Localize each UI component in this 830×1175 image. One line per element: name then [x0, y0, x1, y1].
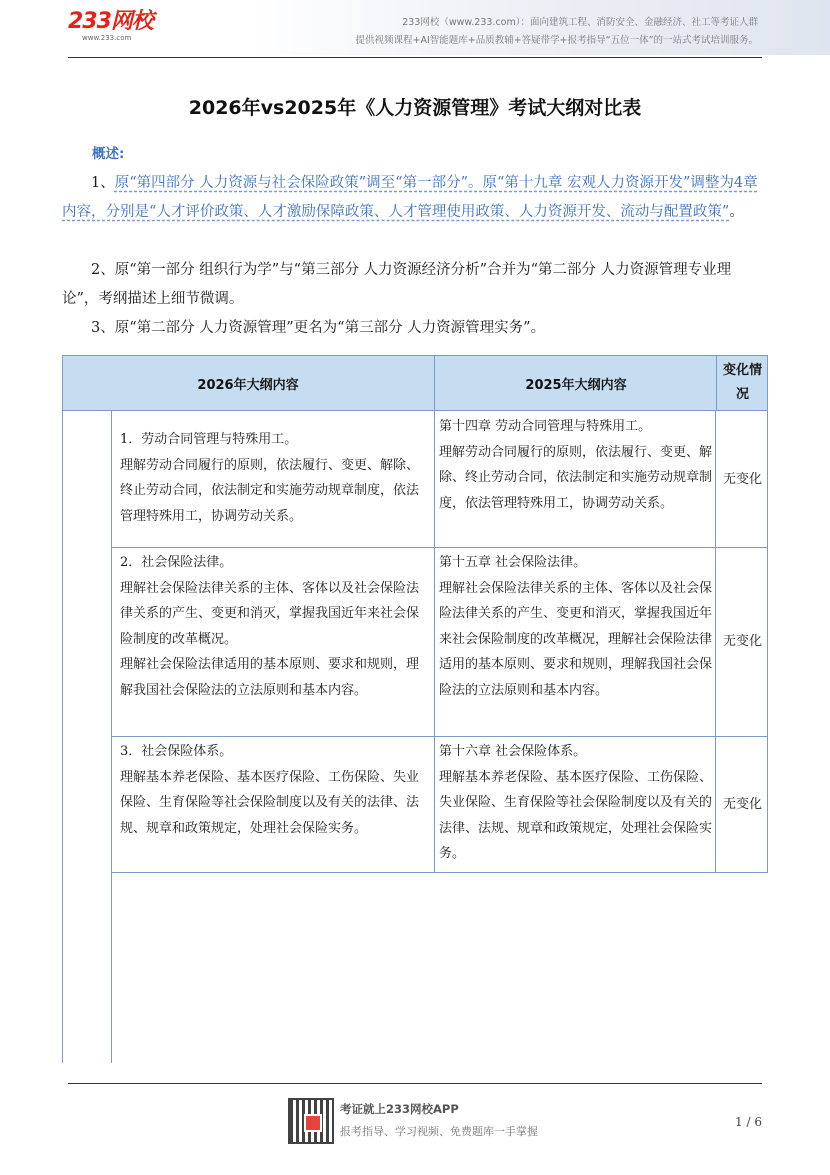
comparison-table [62, 355, 768, 1063]
overview-label: 概述: [92, 146, 125, 162]
table-row-2-2025 [437, 550, 715, 703]
app-promo-title[interactable]: 考证就上233网校APP [340, 1102, 459, 1116]
table-row-3-2026 [116, 739, 434, 841]
table-row-1-2025 [437, 414, 715, 516]
header-2025: 2025年大纲内容 [434, 355, 717, 411]
row-3-2026-heading: 3．社会保险体系。 [120, 744, 233, 759]
overview-paragraph-3: 3、原“第二部分 人力资源管理”更名为“第三部分 人力资源管理实务”。 [91, 320, 546, 336]
logo-url: www.233.com [82, 34, 132, 42]
overview-paragraph-1 [62, 169, 767, 227]
overview-paragraph-2: 2、原“第一部分 组织行为学”与“第三部分 人力资源经济分析”合并为“第二部分 人力资源管理专业理论”，考纲描述上细节微调。 [62, 262, 732, 307]
header-tagline-1: 233网校（www.233.com）：面向建筑工程、消防安全、金融经济、社工等考证人群 [402, 17, 758, 28]
header-divider [68, 57, 762, 58]
table-row-3-2025 [437, 739, 715, 867]
row-2-2026-body-2: 理解社会保险法律适用的基本原则、要求和规则，理解我国社会保险法的立法原则和基本内容。 [120, 657, 420, 698]
row-2-change: 无变化 [722, 634, 762, 650]
row-1-2025-body: 理解劳动合同履行的原则，依法履行、变更、解除、终止劳动合同，依法制定和实施劳动规章制度，依法管理特殊用工，协调劳动关系。 [439, 444, 713, 511]
row-2-2026-body-1: 理解社会保险法律关系的主体、客体以及社会保险法律关系的产生、变更和消灭，掌握我国近年来社会保险制度的改革概况。 [120, 580, 420, 647]
row-divider-2 [111, 736, 768, 737]
brand-logo[interactable] [68, 10, 153, 42]
row-2-2025-heading: 第十五章 社会保险法律。 [439, 555, 587, 570]
row-1-2025-heading: 第十四章 劳动合同管理与特殊用工。 [439, 419, 652, 434]
row-3-2025-heading: 第十六章 社会保险体系。 [439, 744, 587, 759]
footer-divider [68, 1083, 762, 1084]
header-2026: 2026年大纲内容 [197, 377, 299, 393]
logo-text: 233网校 [68, 9, 153, 34]
qr-code-icon[interactable] [288, 1098, 334, 1144]
table-row-2-2026 [116, 550, 434, 703]
col-divider-1 [434, 411, 435, 873]
paragraph-1-prefix: 1、 [91, 175, 115, 191]
row-divider-3 [111, 872, 768, 873]
row-3-change: 无变化 [722, 796, 762, 812]
row-3-2025-body: 理解基本养老保险、基本医疗保险、工伤保险、失业保险、生育保险等社会保险制度以及有关的法律、法规、规章和政策规定，处理社会保险实务。 [439, 769, 713, 861]
paragraph-1-link[interactable]: 原“第四部分 人力资源与社会保险政策”调至“第一部分”。原“第十九章 宏观人力资源开发”调整为4章内容，分别是“人才评价政策、人才激励保障政策、人才管理使用政策、人力资源开发、流动与配置政策” [62, 175, 758, 220]
row-1-2026-heading: 1．劳动合同管理与特殊用工。 [120, 432, 298, 447]
row-divider-1 [111, 547, 768, 548]
row-1-2026-body: 理解劳动合同履行的原则，依法履行、变更、解除、终止劳动合同，依法制定和实施劳动规章制度，依法管理特殊用工，协调劳动关系。 [120, 457, 420, 524]
header-change: 变化情况 [716, 355, 768, 411]
row-3-2026-body: 理解基本养老保险、基本医疗保险、工伤保险、失业保险、生育保险等社会保险制度以及有关的法律、法规、规章和政策规定，处理社会保险实务。 [120, 769, 420, 836]
paragraph-1-suffix: 。 [729, 204, 744, 220]
col-divider-2 [715, 411, 716, 873]
page-title: 2026年vs2025年《人力资源管理》考试大纲对比表 [188, 97, 642, 119]
app-promo-subtitle: 报考指导、学习视频、免费题库一手掌握 [340, 1125, 538, 1138]
page-number: 1 / 6 [735, 1115, 762, 1129]
table-inner-border [111, 411, 112, 1063]
header-tagline-2: 提供视频课程+AI智能题库+品质教辅+答疑带学+报考指导“五位一体”的一站式考试培训服务。 [355, 35, 758, 46]
row-1-change: 无变化 [722, 471, 762, 487]
row-2-2025-body: 理解社会保险法律关系的主体、客体以及社会保险法律关系的产生、变更和消灭，掌握我国近年来社会保险制度的改革概况，理解社会保险法律适用的基本原则、要求和规则，理解我国社会保险法的立法原则和基本内容。 [439, 580, 713, 698]
row-2-2026-heading: 2．社会保险法律。 [120, 555, 233, 570]
table-border-left [62, 411, 63, 1063]
table-row-1-2026 [116, 427, 434, 529]
